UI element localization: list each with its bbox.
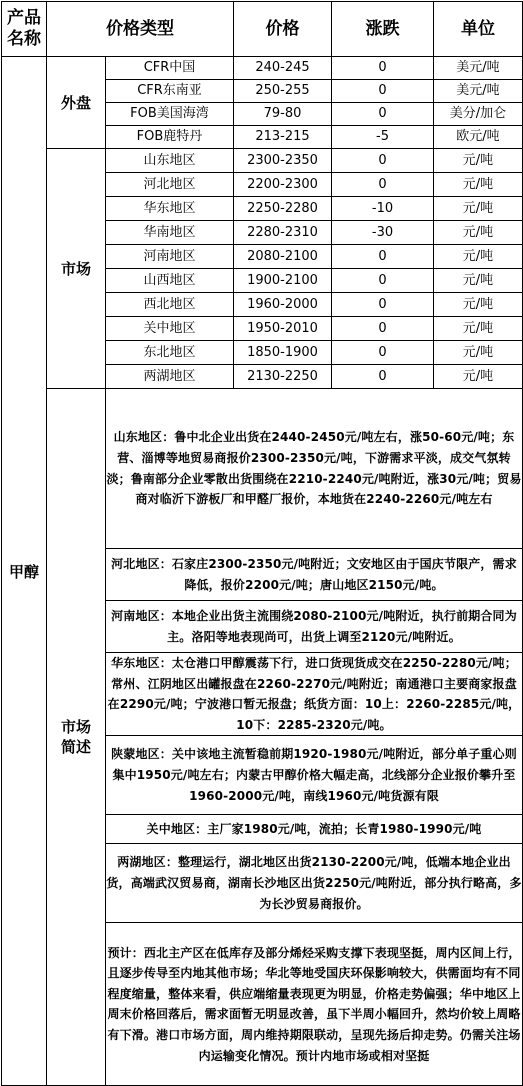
summary-label-line2: 简述 xyxy=(60,738,91,757)
header-change: 涨跌 xyxy=(332,2,434,57)
market-unit-cell: 元/吨 xyxy=(434,341,523,365)
header-price-type: 价格类型 xyxy=(47,2,234,57)
market-change-cell: 0 xyxy=(332,173,434,197)
overseas-group-label: 外盘 xyxy=(47,57,106,149)
overseas-type-cell: CFR东南亚 xyxy=(106,80,234,103)
summary-note: 河北地区：石家庄2300-2350元/吨附近；文安地区由于国庆节限产，需求降低，报价2200元/吨；唐山地区2150元/吨。 xyxy=(106,549,523,601)
overseas-price-cell: 240-245 xyxy=(234,57,332,80)
market-type-cell: 华南地区 xyxy=(106,221,234,245)
market-type-cell: 山西地区 xyxy=(106,269,234,293)
market-price-cell: 1850-1900 xyxy=(234,341,332,365)
overseas-change-cell: 0 xyxy=(332,80,434,103)
overseas-unit-cell: 欧元/吨 xyxy=(434,126,523,149)
market-change-cell: -30 xyxy=(332,221,434,245)
market-type-cell: 河北地区 xyxy=(106,173,234,197)
market-price-cell: 1900-2100 xyxy=(234,269,332,293)
summary-note: 陕蒙地区：关中该地主流暂稳前期1920-1980元/吨附近，部分单子重心则集中1950元/吨左右；内蒙古甲醇价格大幅走高，北线部分企业报价攀升至1960-2000元/吨，南线1960元/吨货源有限 xyxy=(106,736,523,815)
overseas-change-cell: -5 xyxy=(332,126,434,149)
header-price: 价格 xyxy=(234,2,332,57)
summary-note: 两湖地区：整理运行，湖北地区出货2130-2200元/吨，低端本地企业出货，高端武汉贸易商，湖南长沙地区出货2250元/吨附近，部分执行略高，多为长沙贸易商报价。 xyxy=(106,844,523,923)
market-type-cell: 关中地区 xyxy=(106,317,234,341)
market-unit-cell: 元/吨 xyxy=(434,149,523,173)
market-change-cell: 0 xyxy=(332,341,434,365)
market-unit-cell: 元/吨 xyxy=(434,365,523,389)
market-type-cell: 山东地区 xyxy=(106,149,234,173)
overseas-row xyxy=(2,57,523,80)
methanol-price-table xyxy=(1,1,523,1086)
summary-note: 河南地区：本地企业出货主流围绕2080-2100元/吨附近，执行前期合同为主。洛阳等地表现尚可，出货上调至2120元/吨附近。 xyxy=(106,601,523,653)
market-change-cell: 0 xyxy=(332,269,434,293)
overseas-unit-cell: 美元/吨 xyxy=(434,80,523,103)
overseas-change-cell: 0 xyxy=(332,57,434,80)
header-unit: 单位 xyxy=(434,2,523,57)
market-price-cell: 1960-2000 xyxy=(234,293,332,317)
market-change-cell: 0 xyxy=(332,317,434,341)
market-row xyxy=(2,149,523,173)
market-unit-cell: 元/吨 xyxy=(434,293,523,317)
market-unit-cell: 元/吨 xyxy=(434,269,523,293)
market-type-cell: 东北地区 xyxy=(106,341,234,365)
overseas-change-cell: 0 xyxy=(332,103,434,126)
market-unit-cell: 元/吨 xyxy=(434,197,523,221)
overseas-unit-cell: 美分/加仑 xyxy=(434,103,523,126)
overseas-type-cell: FOB鹿特丹 xyxy=(106,126,234,149)
market-change-cell: 0 xyxy=(332,149,434,173)
market-type-cell: 河南地区 xyxy=(106,245,234,269)
overseas-price-cell: 213-215 xyxy=(234,126,332,149)
market-change-cell: 0 xyxy=(332,293,434,317)
product-name: 甲醇 xyxy=(2,57,47,1086)
header-product: 产品 名称 xyxy=(2,2,47,57)
summary-label-line1: 市场 xyxy=(60,718,91,737)
market-unit-cell: 元/吨 xyxy=(434,173,523,197)
market-type-cell: 华东地区 xyxy=(106,197,234,221)
market-price-cell: 2080-2100 xyxy=(234,245,332,269)
summary-group-label xyxy=(47,389,106,1086)
overseas-price-cell: 250-255 xyxy=(234,80,332,103)
market-price-cell: 2300-2350 xyxy=(234,149,332,173)
market-price-cell: 2250-2280 xyxy=(234,197,332,221)
market-price-cell: 1950-2010 xyxy=(234,317,332,341)
market-price-cell: 2280-2310 xyxy=(234,221,332,245)
market-unit-cell: 元/吨 xyxy=(434,317,523,341)
summary-note: 山东地区：鲁中北企业出货在2440-2450元/吨左右，涨50-60元/吨；东营、淄博等地贸易商报价2300-2350元/吨，下游需求平淡，成交气氛转淡；鲁南部分企业零散出货围绕在2210-2240元/吨附近，涨30元/吨；贸易商对临沂下游板厂和甲醛厂报价，本地货在2240-2260元/吨左右 xyxy=(106,389,523,549)
overseas-type-cell: CFR中国 xyxy=(106,57,234,80)
market-price-cell: 2200-2300 xyxy=(234,173,332,197)
market-type-cell: 西北地区 xyxy=(106,293,234,317)
summary-note: 关中地区：主厂家1980元/吨，流拍；长青1980-1990元/吨 xyxy=(106,815,523,844)
market-change-cell: 0 xyxy=(332,245,434,269)
summary-note: 预计：西北主产区在低库存及部分烯烃采购支撑下表现坚挺，周内区间上行，且逐步传导至内地其他市场；华北等地受国庆环保影响较大，供需面均有不同程度缩量，整体来看，供应端缩量表现更为明显，价格走势偏强；华中地区上周末价格回落后，需求面暂无明显改善，虽下半周小幅回升，然均价较上周略有下滑。港口市场方面，周内维持期限联动，呈现先扬后抑走势。仍需关注场内运输变化情况。预计内地市场或相对坚挺 xyxy=(106,923,523,1086)
market-change-cell: 0 xyxy=(332,365,434,389)
header-row xyxy=(2,2,523,57)
overseas-type-cell: FOB美国海湾 xyxy=(106,103,234,126)
market-type-cell: 两湖地区 xyxy=(106,365,234,389)
market-price-cell: 2130-2250 xyxy=(234,365,332,389)
overseas-unit-cell: 美元/吨 xyxy=(434,57,523,80)
market-change-cell: -10 xyxy=(332,197,434,221)
overseas-price-cell: 79-80 xyxy=(234,103,332,126)
market-unit-cell: 元/吨 xyxy=(434,221,523,245)
summary-note: 华东地区：太仓港口甲醇震荡下行，进口货现货成交在2250-2280元/吨；常州、江阴地区出罐报盘在2260-2270元/吨附近；南通港口主要商家报盘在2290元/吨；宁波港口暂无报盘；纸货方面：10上：2260-2285元/吨，10下：2285-2320元/吨。 xyxy=(106,653,523,736)
market-unit-cell: 元/吨 xyxy=(434,245,523,269)
market-group-label: 市场 xyxy=(47,149,106,389)
summary-row xyxy=(2,389,523,549)
